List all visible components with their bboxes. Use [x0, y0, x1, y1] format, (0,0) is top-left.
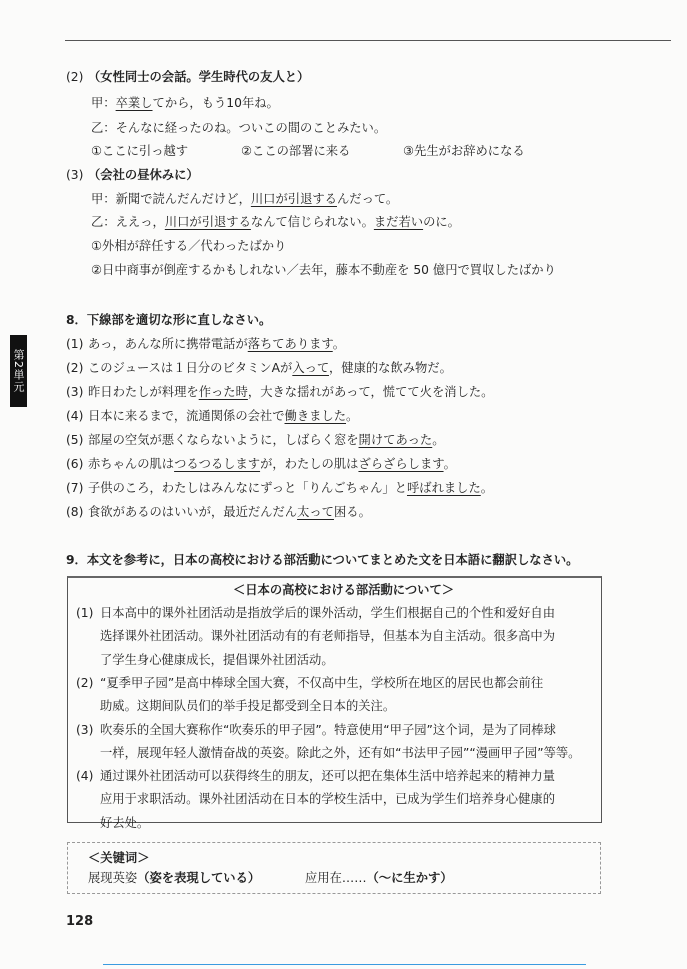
item-number: (6) [66, 457, 84, 471]
text: が，わたしの肌は [260, 457, 359, 471]
exercise-item [66, 480, 493, 496]
translation-text: 好去处。 [100, 815, 150, 830]
translation-text: 一样，展现年轻人激情奋战的英姿。除此之外，还有如“书法甲子园”“漫画甲子园”等等。 [100, 745, 581, 760]
text: なんて信じられない。 [250, 215, 374, 229]
underlined-text: 入って [292, 361, 329, 375]
dialogue-line [91, 214, 460, 230]
question-9-heading: 9．本文を参考に，日本の高校における部活動についてまとめた文を日本語に翻訳しなさい。 [66, 553, 579, 567]
translation-line [76, 675, 543, 691]
translation-line [100, 652, 334, 668]
underlined-text: 呼ばれました [406, 481, 481, 495]
text: のに。 [423, 215, 460, 229]
item-context: （女性同士の会話。学生時代の友人と） [88, 70, 310, 84]
translation-text: 通过课外社团活动可以获得终生的朋友，还可以把在集体生活中培养起来的精神力量 [100, 769, 555, 784]
translation-line [100, 791, 555, 807]
item-context: （会社の昼休みに） [88, 168, 199, 182]
text: 子供のころ，わたしはみんなにずっと「りんごちゃん」と [88, 481, 407, 495]
text: あっ，あんな所に携帯電話が [88, 337, 248, 351]
exercise-item [66, 432, 445, 448]
option-row [91, 143, 565, 159]
text: 。 [432, 433, 445, 447]
unit-side-tab: 第2単元 [10, 335, 27, 407]
translation-line [76, 768, 555, 784]
text: てから，もう10年ね。 [152, 96, 279, 110]
item-number: (4) [66, 409, 84, 423]
translation-text: 选择课外社团活动。课外社团活动有的有老师指导，但基本为自主活动。很多高中为 [100, 629, 555, 644]
page-number: 128 [66, 914, 94, 929]
exercise-item [66, 336, 345, 352]
translation-line [100, 745, 580, 761]
option-2: ②ここの部署に来る [241, 144, 351, 158]
translation-line [100, 628, 555, 644]
item-number: (8) [66, 505, 84, 519]
text: このジュースは１日分のビタミンAが [88, 361, 293, 375]
text: 困る。 [333, 505, 371, 519]
text: 甲：新聞で読んだんだけど， [91, 192, 251, 206]
question-item-title [66, 69, 309, 85]
translation-line [100, 815, 149, 831]
translation-line [76, 605, 555, 621]
exercise-item [66, 456, 456, 472]
item-number: (1) [76, 606, 94, 620]
text: 赤ちゃんの肌は [88, 457, 175, 471]
underlined-text: 開けてあった [358, 433, 433, 447]
item-number: (5) [66, 433, 84, 447]
dialogue-line [91, 95, 279, 111]
item-number: (1) [66, 337, 84, 351]
text: 甲： [91, 96, 116, 110]
keywords-title: ＜关键词＞ [88, 851, 150, 865]
exercise-item [66, 360, 452, 376]
item-number: (3) [66, 168, 84, 182]
question-8-heading: 8．下線部を適切な形に直しなさい。 [66, 313, 272, 327]
translation-text: 助威。这期间队员们的举手投足都受到全日本的关注。 [100, 699, 396, 714]
item-number: (2) [76, 675, 94, 690]
translation-text: 吹奏乐的全国大赛称作“吹奏乐的甲子园”。特意使用“甲子园”这个词，是为了同棒球 [100, 722, 556, 737]
option-1: ①外相が辞任する／代わったばかり [91, 239, 287, 253]
text: 乙：ええっ， [91, 215, 165, 229]
translation-line [100, 698, 395, 714]
text: 日本に来るまで，流通関係の会社で [88, 409, 285, 423]
option-3: ③先生がお辞めになる [403, 144, 525, 158]
option-2: ②日中商事が倒産するかもしれない／去年，藤本不動産を 50 億円で買収したばかり [91, 263, 556, 277]
translation-box-title: ＜日本の高校における部活動について＞ [232, 583, 455, 597]
text: 乙：そんなに経ったのね。ついこの間のことみたい。 [91, 121, 387, 135]
keyword-2: 应用在……（～に生かす） [305, 871, 453, 885]
underlined-text: 落ちてあります [247, 337, 333, 351]
underlined-text: 働きました [284, 409, 347, 423]
dialogue-line [91, 120, 386, 136]
translation-text: 日本高中的课外社团活动是指放学后的课外活动，学生们根据自己的个性和爱好自由 [100, 606, 555, 620]
underlined-text: つるつるします [174, 457, 261, 471]
item-number: (2) [66, 70, 84, 84]
underlined-text: 太って [297, 505, 334, 519]
exercise-item [66, 408, 358, 424]
dialogue-line [91, 191, 398, 207]
translation-line [76, 722, 556, 738]
footer-accent-line [103, 964, 586, 965]
text: 。 [346, 409, 359, 423]
item-number: (4) [76, 769, 94, 784]
underlined-text: 卒業し [115, 96, 153, 110]
text: 。 [443, 457, 456, 471]
exercise-item [66, 504, 371, 520]
exercise-item [66, 384, 493, 400]
text: 。 [332, 337, 346, 351]
text: ，健康的な飲み物だ。 [328, 361, 452, 375]
option-1: ①ここに引っ越す [91, 144, 189, 158]
text: 食欲があるのはいいが，最近だんだん [88, 505, 298, 519]
underlined-text: 川口が引退する [164, 215, 251, 229]
underlined-text: ざらざらします [358, 457, 444, 471]
translation-text: 应用于求职活动。课外社团活动在日本的学校生活中，已成为学生们培养身心健康的 [100, 792, 555, 807]
item-number: (3) [76, 722, 94, 737]
text: んだって。 [336, 192, 399, 206]
translation-text: “夏季甲子园”是高中棒球全国大赛，不仅高中生，学校所在地区的居民也都会前往 [100, 675, 544, 690]
text: 部屋の空気が悪くならないように，しばらく窓を [88, 433, 359, 447]
text: 昨日わたしが料理を [88, 385, 199, 399]
header-rule [65, 40, 671, 41]
underlined-text: 作った時 [198, 385, 248, 399]
item-number: (7) [66, 481, 84, 495]
item-number: (3) [66, 385, 84, 399]
question-item-title [66, 167, 199, 183]
item-number: (2) [66, 361, 84, 375]
text: ，大きな揺れがあって，慌てて火を消した。 [247, 385, 494, 399]
translation-text: 了学生身心健康成长，提倡课外社团活动。 [100, 652, 334, 667]
text: 。 [480, 481, 494, 495]
keyword-1: 展现英姿（姿を表現している） [88, 871, 261, 885]
underlined-text: 川口が引退する [250, 192, 337, 206]
underlined-text: まだ若い [373, 215, 424, 229]
